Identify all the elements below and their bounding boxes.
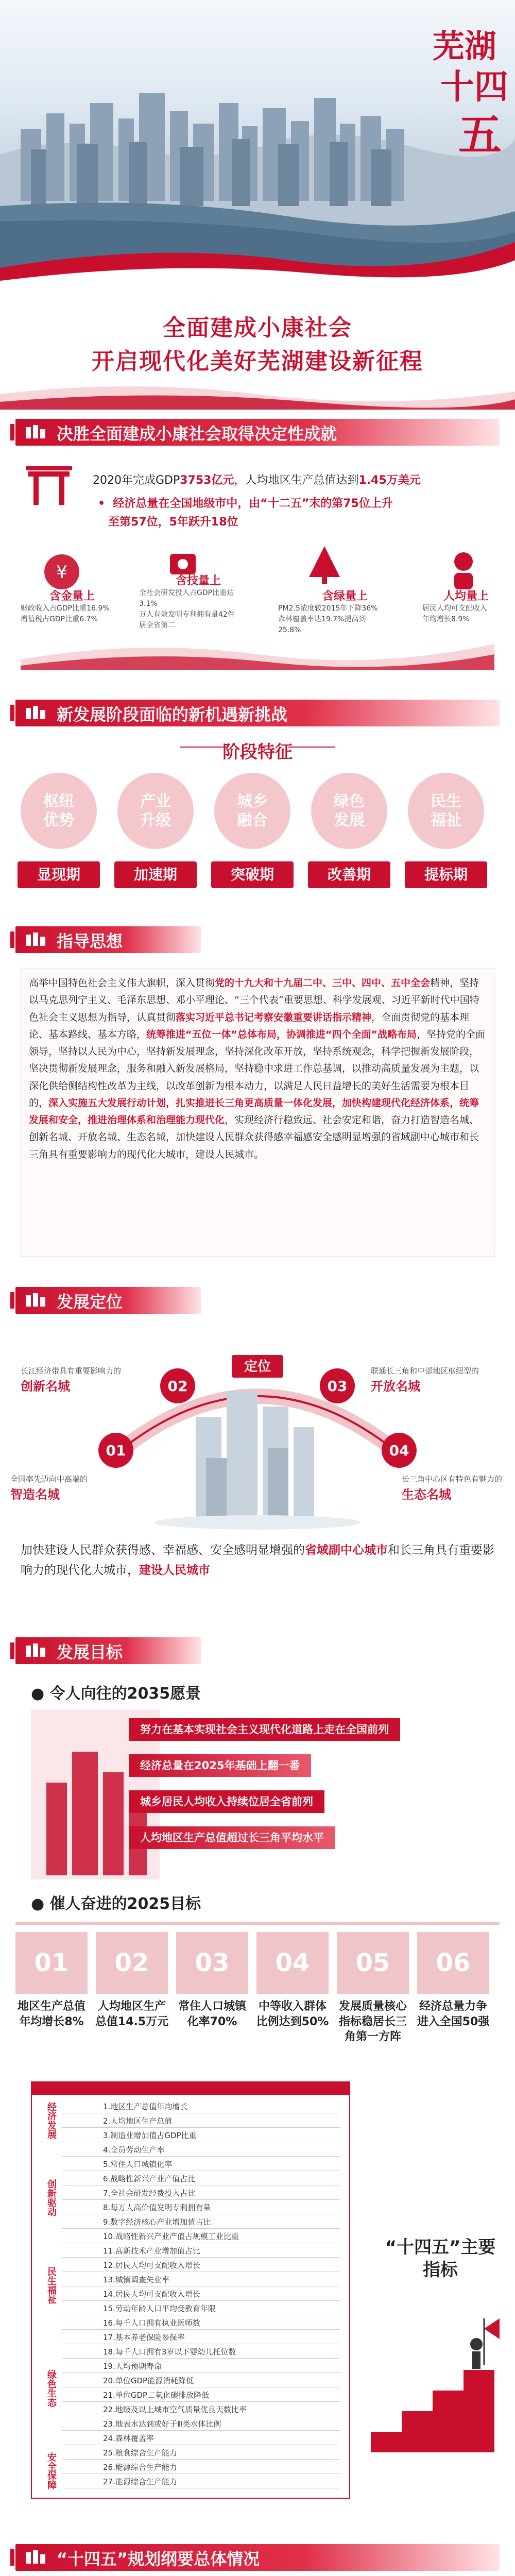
stage-circle-industry: 产业 升级 — [117, 773, 194, 849]
indicator-row: 2.人均地区生产总值 — [62, 2114, 340, 2128]
section-title: 指导思想 — [57, 931, 123, 951]
target-num-3: 03 — [176, 1932, 248, 1994]
headline-line2: 开启现代化美好芜湖建设新征程 — [92, 348, 423, 375]
headline-line1: 全面建成小康社会 — [163, 315, 352, 341]
node-num-3: 03 — [327, 1378, 348, 1395]
tower-icon — [23, 424, 46, 440]
stage-title: 阶段特征 — [222, 742, 293, 762]
stairs-illustration — [360, 2308, 505, 2463]
stage-circle-welfare: 民生 福祉 — [408, 773, 484, 849]
section-title: 发展目标 — [57, 1642, 123, 1662]
node-open: 联通长三角和中部地区枢纽型的 开放名城 — [371, 1366, 479, 1394]
indicator-row: 11.高新技术产业增加值占比 — [62, 2244, 340, 2258]
indicator-cat-3: 民生福祉 — [46, 2267, 57, 2304]
indicator-row: 27.能源综合生产能力 — [62, 2475, 340, 2488]
section-achievements-header — [0, 415, 515, 449]
target-text-3: 常住人口城镇化率70% — [178, 2000, 246, 2028]
stage-label-5: 提标期 — [405, 861, 487, 888]
section-title: 新发展阶段面临的新机遇新挑战 — [57, 705, 288, 724]
rank-line2: 至第57位，5年跃升18位 — [108, 516, 238, 529]
group-gold: 含金量上 财政收入占GDP比重16.9% 增值税占GDP比重6.7% — [21, 590, 110, 623]
tower-icon — [23, 1292, 46, 1309]
hero-banner — [0, 0, 515, 289]
target-text-4: 中等收入群体比例达到50% — [256, 2000, 329, 2028]
indicator-row: 15.劳动年龄人口平均受教育年限 — [62, 2302, 340, 2315]
indicator-row: 5.常住人口城镇化率 — [62, 2158, 340, 2171]
vision-item-2: 经济总量在2025年基础上翻一番 — [129, 1754, 311, 1777]
indicator-cat-4: 绿色生态 — [46, 2370, 57, 2407]
logo-shisi: 十四 — [440, 66, 508, 107]
target-text-6: 经济总量力争进入全国50强 — [417, 2000, 490, 2028]
tower-icon — [23, 2549, 46, 2566]
indicator-row: 20.单位GDP能源消耗降低 — [62, 2374, 340, 2387]
indicator-row: 21.单位GDP二氧化碳排放降低 — [62, 2388, 340, 2402]
tower-icon — [23, 705, 46, 721]
stage-label-3: 突破期 — [211, 861, 294, 888]
svg-text:¥: ¥ — [56, 562, 67, 583]
vision-title: ● 令人向往的2035愿景 — [31, 1685, 201, 1703]
stage-label-4: 改善期 — [308, 861, 390, 888]
target-text-5: 发展质量核心指标稳居长三角第一方阵 — [338, 2000, 407, 2044]
section-title: 发展定位 — [57, 1292, 123, 1312]
indicator-row: 23.地表水达到或好于Ⅲ类水体比例 — [62, 2417, 340, 2431]
node-innovation: 长江经济带具有重要影响力的 创新名城 — [21, 1366, 122, 1394]
indicator-row: 25.粮食综合生产能力 — [62, 2446, 340, 2460]
indicator-row: 13.城镇调查失业率 — [62, 2273, 340, 2286]
target-text-2: 人均地区生产总值14.5万元 — [95, 2000, 169, 2028]
indicator-table-header — [31, 2081, 350, 2095]
group-per-capita: 人均量上 居民人均可支配收入 年均增长8.9% — [422, 590, 489, 623]
indicator-row: 17.基本养老保险参保率 — [62, 2331, 340, 2344]
indicator-row: 14.居民人均可支配收入增长 — [62, 2287, 340, 2301]
logo-wu: 五 — [458, 109, 502, 160]
indicator-row: 1.地区生产总值年均增长 — [62, 2100, 340, 2113]
node-num-4: 04 — [389, 1442, 409, 1459]
section-title: “十四五”规划纲要总体情况 — [57, 2549, 260, 2569]
tower-icon — [23, 931, 46, 948]
indicator-row: 6.战略性新兴产业产值占比 — [62, 2172, 340, 2185]
indicator-row: 8.每万人高价值发明专利拥有量 — [62, 2201, 340, 2214]
indicator-row: 26.能源综合生产能力 — [62, 2461, 340, 2474]
indicator-cat-1: 经济发展 — [46, 2102, 57, 2139]
indicator-title: “十四五”主要指标 — [385, 2237, 496, 2281]
stage-circle-urban-rural: 城乡 融合 — [214, 773, 290, 849]
indicator-row: 22.地级及以上城市空气质量优良天数比率 — [62, 2403, 340, 2416]
section-title: 决胜全面建成小康社会取得决定性成就 — [57, 424, 337, 444]
stage-circle-hub: 枢纽 优势 — [21, 773, 97, 849]
logo-wuhu: 芜湖 — [433, 27, 497, 65]
target-num-1: 01 — [15, 1932, 88, 1994]
guiding-paragraph: 高举中国特色社会主义伟大旗帜，深入贯彻党的十九大和十九届二中、三中、四中、五中全会精神，坚持以马克思列宁主义、毛泽东思想、邓小平理论、“三个代表”重要思想、科学发展观、习近平新时代中国特色社会主义思想为指导，认真贯彻落实习近平总书记考察安徽重要讲话指示精神，全面贯彻党的基本理论、基本路线、基本方略，统筹推进“五位一体”总体布局，协调推进“四个全面”战略布局，坚持党的全面领导，坚持以人民为中心，坚持新发展理念，坚持深化改革开放，坚持系统观念，科学把握新发展阶段，坚决贯彻新发展理念，服务和融入新发展格局，坚持稳中求进工作总基调，以推动高质量发展为主题，以深化供给侧结构性改革为主线，以改革创新为根本动力，以满足人民日益增长的美好生活需要为根本目的，深入实施五大发展行动计划，扎实推进长三角更高质量一体化发展，加快构建现代化经济体系，统筹发展和安全，推进治理体系和治理能力现代化，实现经济行稳致远、社会安定和谐，奋力打造智造名城、创新名城、开放名城、生态名城，加快建设人民群众获得感幸福感安全感明显增强的省域副中心城市和长三角具有重要影响力的现代化大城市，建设人民城市。 — [29, 977, 485, 1160]
indicator-row: 16.每千人口拥有执业医师数 — [62, 2316, 340, 2330]
vision-item-1: 努力在基本实现社会主义现代化道路上走在全国前列 — [129, 1718, 400, 1741]
tower-icon — [23, 1642, 46, 1659]
indicator-row: 10.战略性新兴产业产值占规模工业比重 — [62, 2230, 340, 2243]
gate-icon — [26, 461, 72, 507]
indicator-row: 12.居民人均可支配收入增长 — [62, 2259, 340, 2272]
indicator-row: 24.森林覆盖率 — [62, 2432, 340, 2445]
section-goals-header — [0, 1633, 515, 1667]
vision-item-4: 人均地区生产总值超过长三角平均水平 — [129, 1826, 335, 1849]
target-text-1: 地区生产总值年均增长8% — [17, 2000, 85, 2028]
target-num-5: 05 — [337, 1932, 409, 1994]
group-green: 含绿量上 PM2.5浓度较2015年下降36% 森林覆盖率达19.7%提高到 25.8% — [278, 590, 378, 634]
gdp-line: 2020年完成GDP3753亿元，人均地区生产总值达到1.45万美元 — [93, 474, 421, 487]
group-tech: 含技量上 全社会研发投入占GDP比重达 3.1% 万人有效发明专利拥有量42件 居全省第二 — [139, 574, 235, 630]
section-framework-header — [0, 2540, 515, 2574]
stage-label-2: 加速期 — [114, 861, 197, 888]
indicator-row: 7.全社会研发经费投入占比 — [62, 2187, 340, 2200]
stage-label-1: 显现期 — [18, 861, 100, 888]
indicator-cat-2: 创新驱动 — [46, 2179, 57, 2216]
target-num-6: 06 — [417, 1932, 489, 1994]
target-num-4: 04 — [256, 1932, 329, 1994]
indicator-row: 4.全员劳动生产率 — [62, 2143, 340, 2157]
rank-line1: • 经济总量在全国地级市中，由“十二五”末的第75位上升 — [98, 497, 393, 510]
positioning-center: 定位 — [244, 1359, 271, 1375]
target-num-2: 02 — [96, 1932, 168, 1994]
achievement-ribbon — [21, 634, 494, 670]
section-positioning-header — [0, 1283, 515, 1317]
indicator-cat-5: 安全保障 — [46, 2452, 57, 2489]
target-divider — [15, 1922, 500, 1925]
node-num-1: 01 — [106, 1442, 126, 1459]
indicator-row: 9.数字经济核心产业增加值占比 — [62, 2215, 340, 2229]
section-guiding-header — [0, 922, 515, 956]
indicator-row: 3.制造业增加值占GDP比重 — [62, 2129, 340, 2142]
target-title: ● 催人奋进的2025目标 — [31, 1895, 201, 1913]
positioning-summary: 加快建设人民群众获得感、幸福感、安全感明显增强的省域副中心城市和长三角具有重要影响力的现代化大城市，建设人民城市 — [21, 1544, 494, 1578]
stage-circle-green: 绿色 发展 — [311, 773, 387, 849]
headline-wave — [0, 379, 515, 410]
node-smart: 全国率先迈向中高端的 智造名城 — [10, 1475, 88, 1502]
indicator-row: 18.每千人口拥有3岁以下婴幼儿托位数 — [62, 2345, 340, 2359]
section-opportunities-header — [0, 696, 515, 730]
indicator-row: 19.人均预期寿命 — [62, 2360, 340, 2373]
node-num-2: 02 — [167, 1378, 188, 1395]
node-eco: 长三角中心区有特色有魅力的 生态名城 — [402, 1475, 503, 1502]
vision-item-3: 城乡居民人均收入持续位居全省前列 — [129, 1790, 324, 1813]
